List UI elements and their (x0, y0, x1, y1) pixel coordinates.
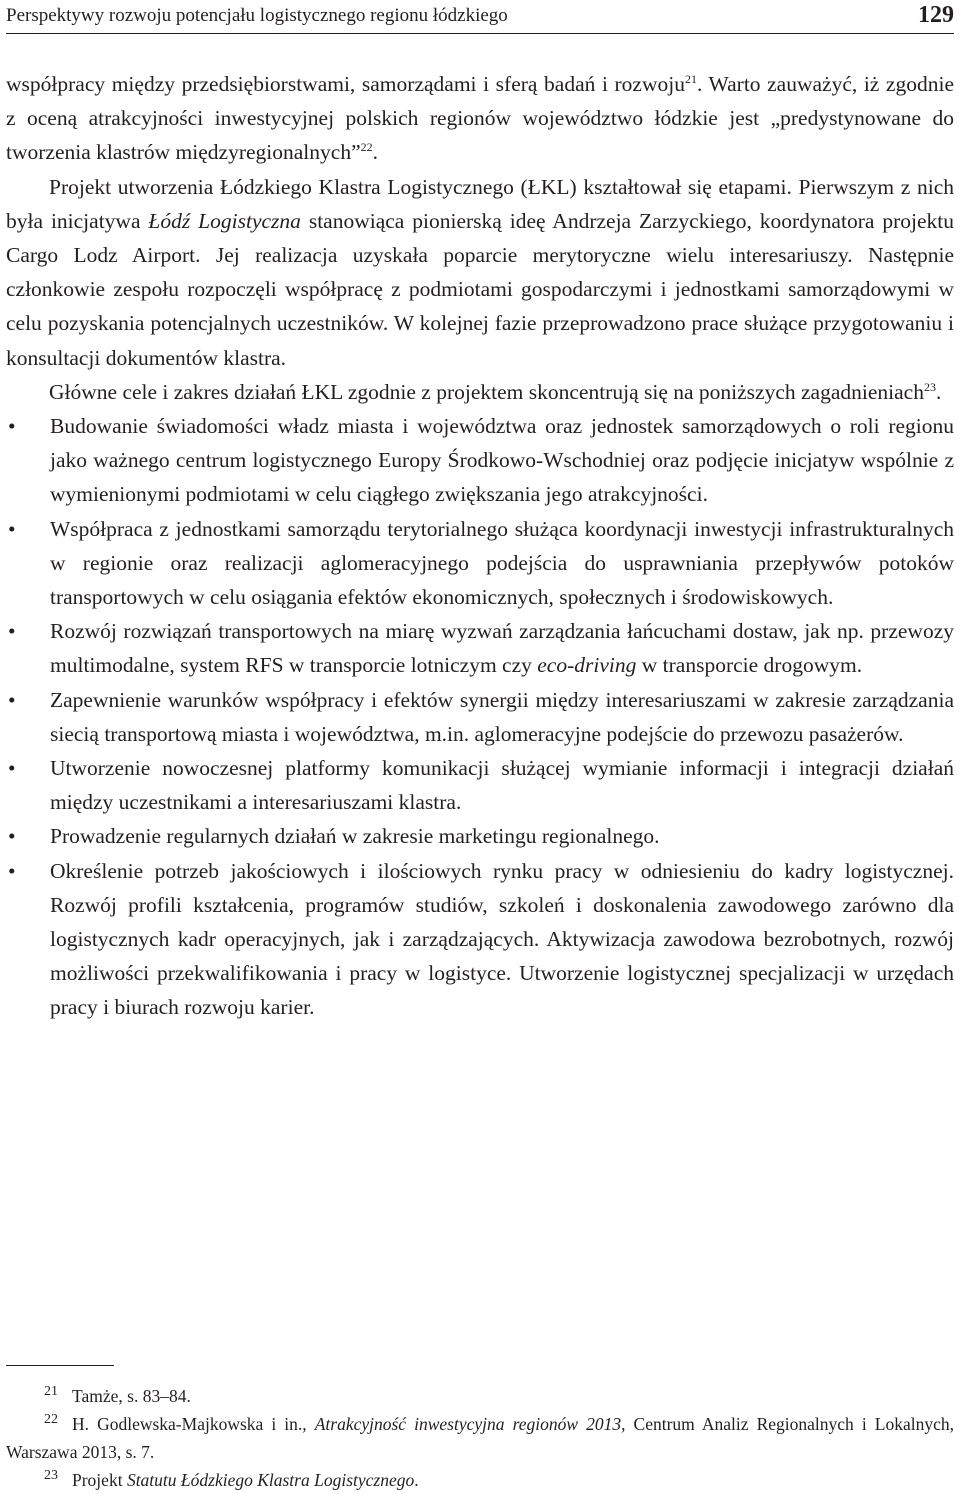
bullet-icon: • (8, 858, 16, 883)
list-item: • Zapewnienie warunków współpracy i efektów synergii między interesariuszami w zakresie zarządzania siecią transportową miasta i województwa, m.in. aglomeracyjne podejście do przewozu pasażerów. (6, 683, 954, 751)
list-item: • Budowanie świadomości władz miasta i województwa oraz jednostek samorządowych o roli regionu jako ważnego centrum logistycznego Europy Środkowo-Wschodniej oraz podjęcie inicjatyw wspólnie z wymienionymi podmiotami w celu ciągłego zwiększania jego atrakcyjności. (6, 409, 954, 512)
footnote-divider (6, 1365, 114, 1366)
paragraph: współpracy między przedsiębiorstwami, samorządami i sferą badań i rozwoju$^{21}$. Warto zauważyć, iż zgodnie z oceną atrakcyjności inwestycyjnej polskich regionów województwo łódzkie jest „predystynowane do tworzenia klastrów międzyregionalnych”$^{22}$. (6, 71, 954, 165)
footnote-ref[interactable]: 23 (923, 379, 936, 394)
list-item: • Współpraca z jednostkami samorządu terytorialnego służąca koordynacji inwestycji infrastrukturalnych w regionie oraz realizacji aglomeracyjnego podejścia do usprawniania przepływów potoków transportowych w celu osiągania efektów ekonomicznych, społecznych i środowiskowych. (6, 512, 954, 615)
list-item: • Określenie potrzeb jakościowych i ilościowych rynku pracy w odniesieniu do kadry logistycznej. Rozwój profili kształcenia, programów studiów, szkoleń i doskonalenia zawodowego zarówno dla logistycznych kadr operacyjnych, jak i zarządzających. Aktywizacja zawodowa bezrobotnych, rozwój możliwości przekwalifikowania i pracy w logistyce. Utworzenie logistycznej specjalizacji w urzędach pracy i biurach rozwoju karier. (6, 854, 954, 1025)
footnote-ref[interactable]: 21 (684, 71, 697, 86)
bullet-list (6, 409, 954, 1025)
page-number: 129 (918, 2, 954, 28)
running-header (6, 0, 954, 34)
list-item: • Utworzenie nowoczesnej platformy komunikacji służącej wymianie informacji i integracji działań między uczestnikami a interesariuszami klastra. (6, 751, 954, 819)
footnote: 21 Tamże, s. 83–84. (44, 1384, 191, 1406)
footnote-ref[interactable]: 22 (360, 140, 373, 155)
paragraph: Główne cele i zakres działań ŁKL zgodnie z projektem skoncentrują się na poniższych zagadnieniach$^{23}$. (49, 379, 942, 404)
bullet-icon: • (8, 756, 16, 781)
main-text (6, 67, 954, 1025)
bullet-icon: • (8, 516, 16, 541)
footnotes (6, 1365, 954, 1494)
bullet-icon: • (8, 619, 16, 644)
running-title: Perspektywy rozwoju potencjału logistycznego regionu łódzkiego (6, 5, 508, 26)
bullet-icon: • (8, 414, 16, 439)
bullet-icon: • (8, 687, 16, 712)
footnote: 22 H. Godlewska-Majkowska i in., Atrakcyjność inwestycyjna regionów 2013, Centrum Analiz Regionalnych i Lokalnych, Warszawa 2013, s. 7. (6, 1412, 954, 1462)
list-item: • Prowadzenie regularnych działań w zakresie marketingu regionalnego. (6, 819, 954, 853)
list-item: • Rozwój rozwiązań transportowych na miarę wyzwań zarządzania łańcuchami dostaw, jak np. przewozy multimodalne, system RFS w transporcie lotniczym czy eco-driving w transporcie drogowym. (6, 614, 954, 682)
paragraph: Projekt utworzenia Łódzkiego Klastra Logistycznego (ŁKL) kształtował się etapami. Pierwszym z nich była inicjatywa Łódź Logistyczna stanowiąca pionierską ideę Andrzeja Zarzyckiego, koordynatora projektu Cargo Lodz Airport. Jej realizacja uzyskała poparcie merytoryczne wielu interesariuszy. Następnie członkowie zespołu rozpoczęli współpracę z podmiotami gospodarczymi i jednostkami samorządowymi w celu pozyskania potencjalnych uczestników. W kolejnej fazie przeprowadzono prace służące przygotowaniu i konsultacji dokumentów klastra. (6, 174, 954, 370)
footnote: 23 Projekt Statutu Łódzkiego Klastra Logistycznego. (44, 1468, 419, 1490)
bullet-icon: • (8, 824, 16, 849)
